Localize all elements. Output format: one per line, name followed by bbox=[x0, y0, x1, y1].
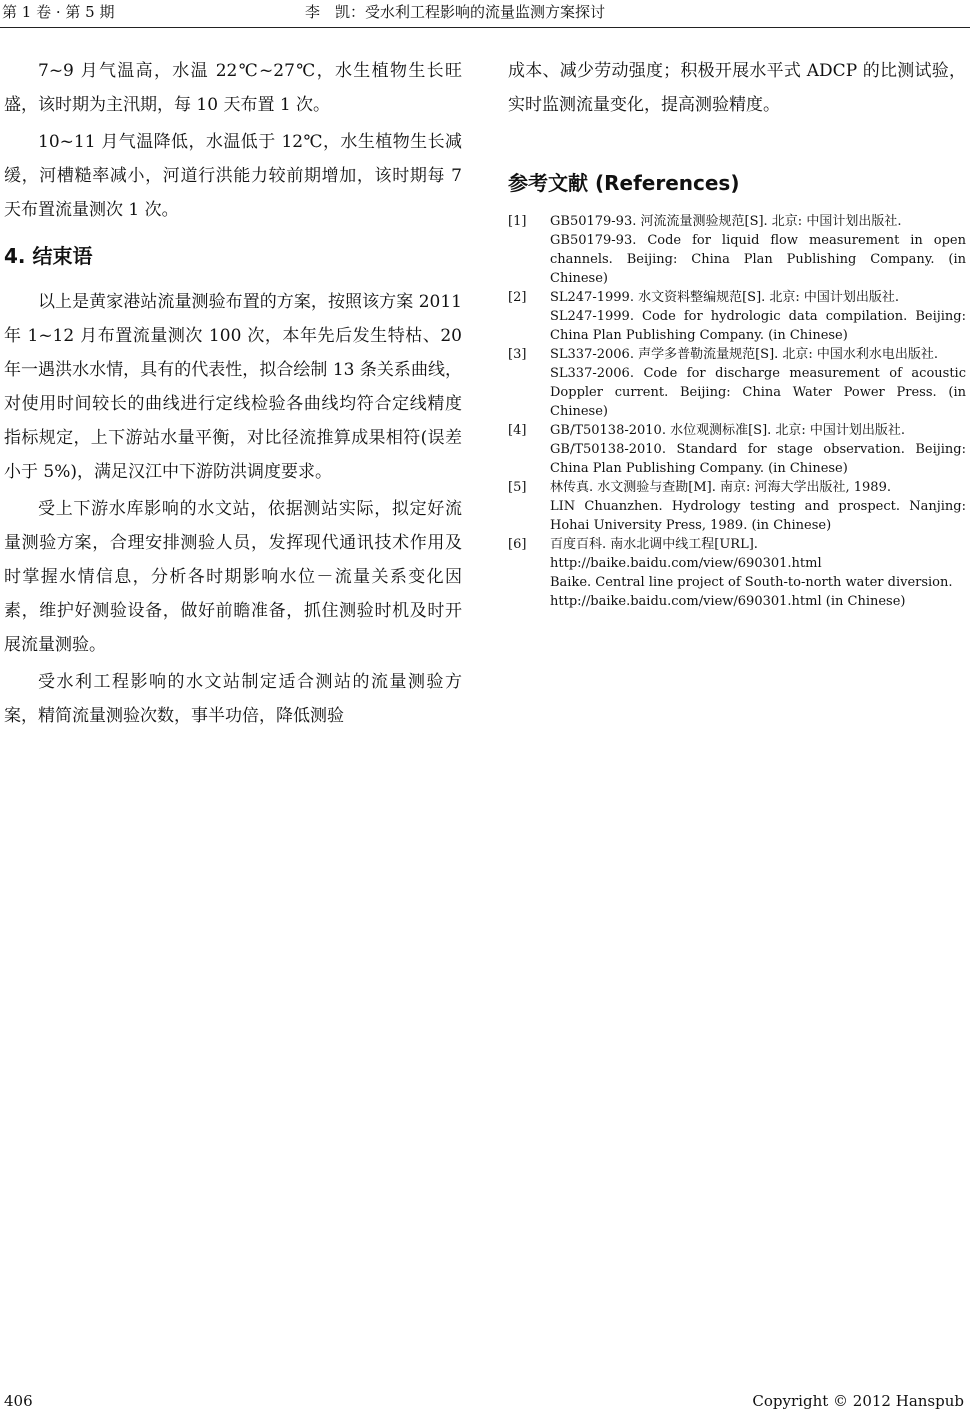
reference-line: SL337-2006. Code for discharge measurement of acoustic Doppler current. Beijing: China Water Power Press. (in Chinese) bbox=[550, 366, 966, 419]
references-heading: 参考文献 (References) bbox=[508, 171, 740, 195]
reference-item bbox=[508, 212, 966, 288]
reference-line: LIN Chuanzhen. Hydrology testing and prospect. Nanjing: Hohai University Press, 1989. (in Chinese) bbox=[550, 499, 966, 533]
paragraph-jul-sep: 7~9 月气温高，水温 22℃~27℃，水生植物生长旺盛，该时期为主汛期，每 10 天布置 1 次。 bbox=[4, 61, 462, 115]
reference-item bbox=[508, 288, 966, 345]
reference-line: SL337-2006. 声学多普勒流量规范[S]. 北京: 中国水利水电出版社. bbox=[550, 347, 939, 362]
page-number: 406 bbox=[4, 1392, 33, 1410]
reference-line: GB/T50138-2010. Standard for stage observation. Beijing: China Plan Publishing Company. (in Chinese) bbox=[550, 442, 966, 476]
right-column bbox=[508, 54, 966, 611]
paragraph-conclusion-2: 受上下游水库影响的水文站，依据测站实际，拟定好流量测验方案，合理安排测验人员，发挥现代通讯技术作用及时掌握水情信息，分析各时期影响水位－流量关系变化因素，维护好测验设备，做好前瞻准备，抓住测验时机及时开展流量测验。 bbox=[4, 499, 462, 655]
reference-number: [4] bbox=[508, 423, 527, 438]
journal-issue: 第 1 卷 · 第 5 期 bbox=[2, 3, 115, 21]
paragraph-conclusion-3: 受水利工程影响的水文站制定适合测站的流量测验方案，精简流量测验次数，事半功倍，降低测验 bbox=[4, 672, 462, 726]
reference-item bbox=[508, 345, 966, 421]
reference-line: 林传真. 水文测验与查勘[M]. 南京: 河海大学出版社, 1989. bbox=[550, 480, 891, 495]
reference-line: GB50179-93. Code for liquid flow measurement in open channels. Beijing: China Plan Publishing Company. (in Chinese) bbox=[550, 233, 966, 286]
reference-line: GB50179-93. 河流流量测验规范[S]. 北京: 中国计划出版社. bbox=[550, 214, 902, 229]
reference-number: [1] bbox=[508, 214, 527, 229]
reference-number: [2] bbox=[508, 290, 527, 305]
reference-line: SL247-1999. Code for hydrologic data compilation. Beijing: China Plan Publishing Company. (in Chinese) bbox=[550, 309, 966, 343]
left-column bbox=[4, 54, 462, 736]
reference-list bbox=[508, 212, 966, 611]
reference-number: [5] bbox=[508, 480, 527, 495]
reference-line[interactable]: http://baike.baidu.com/view/690301.html bbox=[550, 556, 822, 571]
paragraph-continued: 成本、减少劳动强度；积极开展水平式 ADCP 的比测试验，实时监测流量变化，提高测验精度。 bbox=[508, 61, 966, 115]
paragraph-conclusion-1: 以上是黄家港站流量测验布置的方案，按照该方案 2011 年 1~12 月布置流量测次 100 次，本年先后发生特枯、20 年一遇洪水水情，具有的代表性，拟合绘制 13 条关系曲线，对使用时间较长的曲线进行定线检验各曲线均符合定线精度指标规定，上下游站水量平衡，对比径流推算成果相符(误差小于 5%)，满足汉江中下游防洪调度要求。 bbox=[4, 292, 462, 482]
reference-item bbox=[508, 478, 966, 535]
running-title: 李 凯：受水利工程影响的流量监测方案探讨 bbox=[305, 3, 606, 21]
copyright-notice: Copyright © 2012 Hanspub bbox=[752, 1392, 964, 1410]
paragraph-oct-nov: 10~11 月气温降低，水温低于 12℃，水生植物生长减缓，河槽糙率减小，河道行洪能力较前期增加，该时期每 7 天布置流量测次 1 次。 bbox=[4, 132, 462, 220]
reference-line[interactable]: http://baike.baidu.com/view/690301.html (in Chinese) bbox=[550, 594, 906, 609]
reference-number: [3] bbox=[508, 347, 527, 362]
reference-line: 百度百科. 南水北调中线工程[URL]. bbox=[550, 537, 758, 552]
reference-item bbox=[508, 535, 966, 611]
reference-item bbox=[508, 421, 966, 478]
reference-number: [6] bbox=[508, 537, 527, 552]
section-heading-conclusion: 4. 结束语 bbox=[4, 244, 93, 268]
reference-line: SL247-1999. 水文资料整编规范[S]. 北京: 中国计划出版社. bbox=[550, 290, 900, 305]
running-header bbox=[0, 0, 970, 28]
reference-line: Baike. Central line project of South-to-north water diversion. bbox=[550, 575, 953, 590]
reference-line: GB/T50138-2010. 水位观测标准[S]. 北京: 中国计划出版社. bbox=[550, 423, 906, 438]
